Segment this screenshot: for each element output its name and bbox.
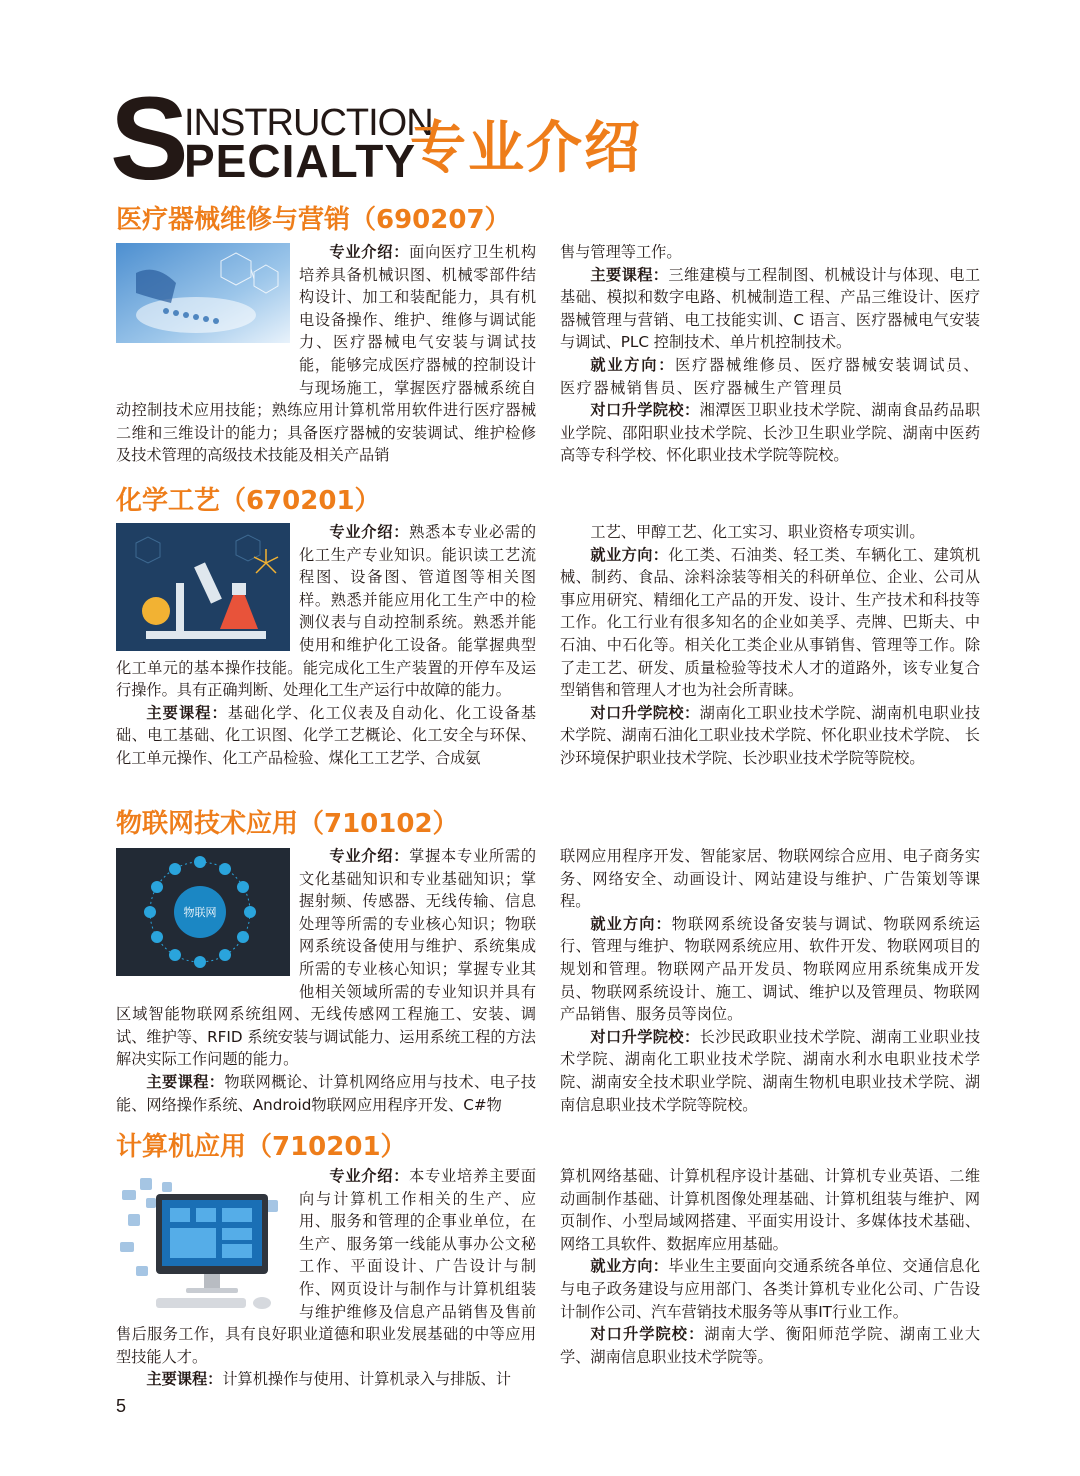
text-continued: 售与管理等工作。 [560,243,682,261]
label-intro: 专业介绍： [329,847,410,865]
text-continued: 工艺、甲醇工艺、化工实习、职业资格专项实训。 [590,523,925,541]
text-jobs: 物联网系统设备安装与调试、物联网系统运行、管理与维护、物联网系统应用、软件开发、物联网项目的规划和管理。物联网产品开发员、物联网应用系统集成开发员、物联网系统设计、施工、调试、维护以及管理员、物联网产品销售、服务员等岗位。 [560,914,981,1024]
text-courses: 物联网概论、计算机网络应用与技术、电子技能、网络操作系统、Android物联网应用程序开发、C#物 [116,1072,537,1114]
label-jobs: 就业方向： [590,545,669,564]
label-intro: 专业介绍： [329,1167,410,1185]
section-title-computer: 计算机应用（710201） [116,1132,407,1162]
label-courses: 主要课程： [590,265,669,284]
label-colleges: 对口升学院校： [590,401,700,420]
text-colleges: 湖南化工职业技术学院、湖南机电职业技术学院、湖南石油化工职业技术学院、怀化职业技术学院、 长沙环境保护职业技术学院、长沙职业技术学院等院校。 [560,703,981,767]
text-intro: 熟悉本专业必需的化工生产专业知识。能识读工艺流程图、设备图、管道图等相关图样。熟悉并能应用化工生产中的检测仪表与自动控制系统。熟悉并能使用和维护化工设备。能掌握典型化工单元的基本操作技能。能完成化工生产装置的开停车及运行操作。具有正确判断、处理化工生产运行中故障的能力。 [116,523,537,700]
text-continued: 联网应用程序开发、智能家居、物联网综合应用、电子商务实务、网络安全、动画设计、网站建设与维护、广告策划等课程。 [560,847,980,911]
section-title-chemical: 化学工艺（670201） [116,486,381,516]
label-intro: 专业介绍： [329,243,410,261]
section-right-computer [560,1165,980,1368]
text-continued: 算机网络基础、计算机程序设计基础、计算机专业英语、二维动画制作基础、计算机图像处理基础、计算机组装与维护、网页制作、小型局域网搭建、平面实用设计、多媒体技术基础、网络工具软件、数据库应用基础。 [560,1167,980,1253]
page-number: 5 [116,1396,127,1416]
label-courses: 主要课程： [146,1072,225,1091]
text-intro: 面向医疗卫生机构培养具备机械识图、机械零部件结构设计、加工和装配能力，具有机电设备操作、维护、维修与调试能力、医疗器械电气安装与调试技能，能够完成医疗器械的控制设计与现场施工，掌握医疗器械系统自动控制技术应用技能；熟练应用计算机常用软件进行医疗器械二维和三维设计的能力；具备医疗器械的安装调试、维护检修及技术管理的高级技术技能及相关产品销 [116,243,537,465]
header-title-cn: 专业介绍 [410,116,642,181]
text-intro: 掌握本专业所需的文化基础知识和专业基础知识；掌握射频、传感器、无线传输、信息处理等所需的专业核心知识；物联网系统设备使用与维护、系统集成所需的专业核心知识；掌握专业其他相关领域所需的专业知识并具有区域智能物联网系统组网、无线传感网工程施工、安装、调试、维护等、RFID 系统安装与调试能力、运用系统工程的方法解决实际工作问题的能力。 [116,847,537,1069]
text-courses: 基础化学、化工仪表及自动化、化工设备基础、电工基础、化工识图、化学工艺概论、化工安全与环保、化工单元操作、化工产品检验、煤化工工艺学、合成氨 [116,703,537,767]
text-colleges: 湘潭医卫职业技术学院、湖南食品药品职业学院、邵阳职业技术学院、长沙卫生职业学院、湖南中医药高等专科学校、怀化职业技术学院等院校。 [560,401,981,465]
section-title-medical: 医疗器械维修与营销（690207） [116,205,511,235]
label-intro: 专业介绍： [329,523,410,541]
text-jobs: 医疗器械维修员、医疗器械安装调试员、医疗器械销售员、医疗器械生产管理员 [560,355,981,397]
header-line-pecialty: PECIALTY [184,135,417,187]
label-jobs: 就业方向： [590,914,672,933]
section-right-medical [560,241,980,467]
text-jobs: 毕业生主要面向交通系统各单位、交通信息化与电子政务建设与应用部门、各类计算机专业化公司、广告设计制作公司、汽车营销技术服务等从事IT行业工作。 [560,1257,981,1321]
section-left-computer [116,1165,536,1391]
label-jobs: 就业方向： [590,1257,669,1276]
section-left-iot [116,845,536,1116]
section-left-medical [116,241,536,467]
section-left-chemical [116,521,536,770]
label-courses: 主要课程： [146,1370,223,1389]
label-courses: 主要课程： [146,703,228,722]
section-right-iot [560,845,980,1116]
label-jobs: 就业方向： [590,355,676,374]
text-colleges: 长沙民政职业技术学院、湖南工业职业技术学院、湖南化工职业技术学院、湖南水利水电职业技术学院、湖南安全技术职业学院、湖南生物机电职业技术学院、湖南信息职业技术学院等院校。 [560,1027,981,1114]
text-colleges: 湖南大学、衡阳师范学院、湖南工业大学、湖南信息职业技术学院等。 [560,1325,981,1366]
section-title-iot: 物联网技术应用（710102） [116,809,459,839]
label-colleges: 对口升学院校： [590,1325,705,1344]
label-colleges: 对口升学院校： [590,703,700,722]
label-colleges: 对口升学院校： [590,1027,700,1046]
text-courses: 三维建模与工程制图、机械设计与体现、电工基础、模拟和数字电路、机械制造工程、产品三维设计、医疗器械管理与营销、电工技能实训、C 语言、医疗器械电气安装与调试、PLC 控制技术、单片机控制技术。 [560,265,981,352]
section-right-chemical [560,521,980,770]
text-jobs: 化工类、石油类、轻工类、车辆化工、建筑机械、制药、食品、涂料涂装等相关的科研单位、企业、公司从事应用研究、精细化工产品的开发、设计、生产技术和科技等工作。化工行业有很多知名的企业如美孚、壳牌、巴斯夫、中石油、中石化等。相关化工类企业从事销售、管理等工作。除了走工艺、研发、质量检验等技术人才的道路外，该专业复合型销售和管理人才也为社会所青睐。 [560,545,981,700]
text-intro: 本专业培养主要面向与计算机工作相关的生产、应用、服务和管理的企事业单位，在生产、服务第一线能从事办公文秘工作、平面设计、广告设计与制作、网页设计与制作与计算机组装与维护维修及信息产品销售及售前售后服务工作，具有良好职业道德和职业发展基础的中等应用型技能人才。 [116,1167,537,1366]
header-line-instruction: INSTRUCTION [184,102,433,144]
text-courses: 计算机操作与使用、计算机录入与排版、计 [222,1370,511,1389]
iot-center-label: 物联网 [183,906,217,919]
header-big-s: S [110,73,185,205]
